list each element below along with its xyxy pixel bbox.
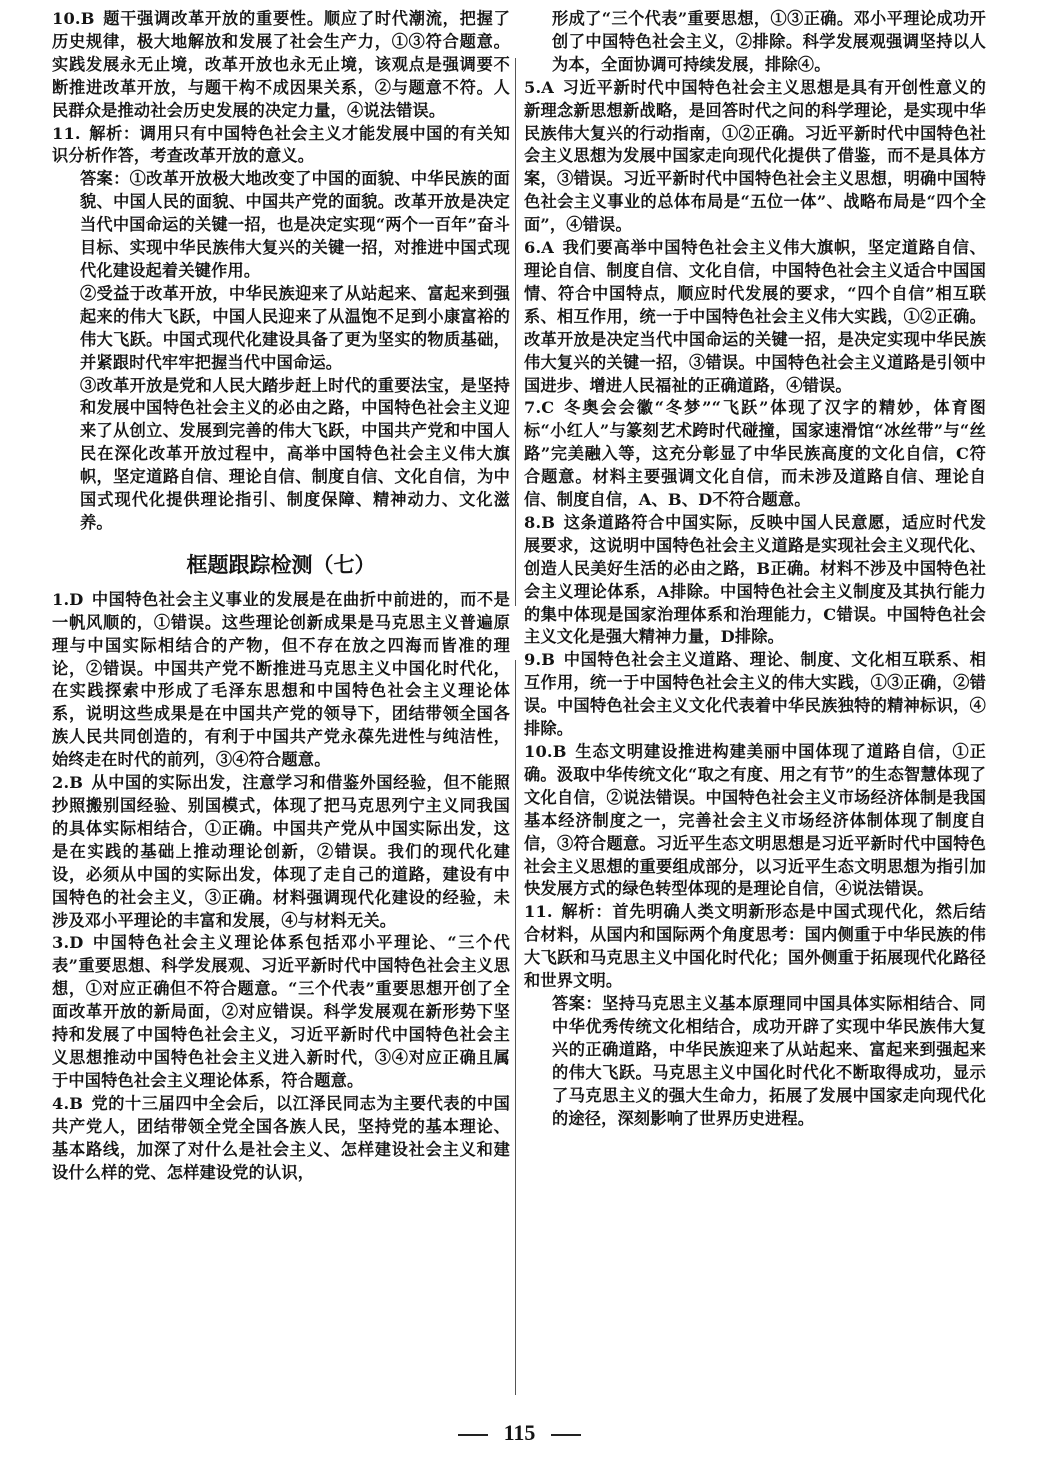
entry-number: 9.B: [524, 650, 556, 670]
answer-entry-10: [52, 8, 510, 123]
entry-text: 形成了“三个代表”重要思想，①③正确。邓小平理论成功开创了中国特色社会主义，②排除。科学发展观强调坚持以人为本，全面协调可持续发展，排除④。: [552, 9, 986, 74]
entry-text: 题干强调改革开放的重要性。顺应了时代潮流，把握了历史规律，极大地解放和发展了社会生产力，①③符合题意。实践发展永无止境，改革开放也永无止境，该观点是强调要不断推进改革开放，与题干构不成因果关系，②与题意不符。人民群众是推动社会历史发展的决定力量，④说法错误。: [52, 9, 510, 120]
entry-text: 中国特色社会主义道路、理论、制度、文化相互联系、相互作用，统一于中国特色社会主义的伟大实践，①③正确，②错误。中国特色社会主义文化代表着中华民族独特的精神标识，④排除。: [524, 650, 986, 739]
entry-number: 11.: [52, 123, 81, 143]
entry-answer-point-2: ②受益于改革开放，中华民族迎来了从站起来、富起来到强起来的伟大飞跃，中国人民迎来了从温饱不足到小康富裕的伟大飞跃。中国式现代化建设具备了更为坚实的物质基础，并紧跟时代牢牢把握当代中国命运。: [80, 283, 510, 372]
answer-entry-2: [52, 772, 510, 932]
page-number: 115: [503, 1420, 536, 1445]
entry-number: 4.B: [52, 1093, 84, 1113]
entry-answer-point-3: ③改革开放是党和人民大踏步赶上时代的重要法宝，是坚持和发展中国特色社会主义的必由之路，中国特色社会主义迎来了从创立、发展到完善的伟大飞跃，中国共产党和中国人民在深化改革开放过程中，高举中国特色社会主义伟大旗帜，坚定道路自信、理论自信、制度自信、文化自信，为中国式现代化提供理论指引、制度保障、精神动力、文化滋养。: [80, 375, 510, 532]
column-divider-top: [515, 58, 516, 606]
answer-entry-7: [524, 397, 986, 512]
entry-text: 中国特色社会主义事业的发展是在曲折中前进的，而不是一帆风顺的，①错误。这些理论创新成果是马克思主义普遍原理与中国实际相结合的产物，但不存在放之四海而皆准的理论，②错误。中国共产党不断推进马克思主义中国化时代化，在实践探索中形成了毛泽东思想和中国特色社会主义理论体系，说明这些成果是在中国共产党的领导下，团结带领全国各族人民共同创造的，有利于中国共产党永葆先进性与纯洁性，始终走在时代的前列，③④符合题意。: [52, 589, 510, 770]
entry-text: 党的十三届四中全会后，以江泽民同志为主要代表的中国共产党人，团结带领全党全国各族人民，坚持党的基本理论、基本路线，加深了对什么是社会主义、怎样建设社会主义和建设什么样的党、怎样建设党的认识，: [52, 1093, 510, 1182]
answer-entry-8: [524, 512, 986, 649]
entry-text: 冬奥会会徽“冬梦”“飞跃”体现了汉字的精妙，体育图标“小红人”与篆刻艺术跨时代碰撞，国家速滑馆“冰丝带”与“丝路”完美融入等，这充分彰显了中华民族高度的文化自信，C符合题意。材料主要强调文化自信，而未涉及道路自信、理论自信、制度自信，A、B、D不符合题意。: [524, 398, 986, 510]
page-footer: [0, 1420, 1039, 1446]
column-divider-bottom: [515, 660, 516, 1395]
footer-dash-left: [458, 1434, 488, 1436]
answer-entry-6: [524, 237, 986, 397]
answer-entry-9: [524, 649, 986, 741]
left-column: [52, 8, 510, 1184]
answer-entry-10-right: [524, 741, 986, 901]
answer-entry-4: [52, 1093, 510, 1185]
entry-text: 从中国的实际出发，注意学习和借鉴外国经验，但不能照抄照搬别国经验、别国模式，体现了把马克思列宁主义同我国的具体实际相结合，①正确。中国共产党从中国实际出发，这是在实践的基础上推动理论创新，②错误。我们的现代化建设，必须从中国的实际出发，体现了走自己的道路，建设有中国特色的社会主义，③正确。材料强调现代化建设的经验，未涉及邓小平理论的丰富和发展，④与材料无关。: [52, 773, 510, 930]
entry-text: 我们要高举中国特色社会主义伟大旗帜，坚定道路自信、理论自信、制度自信、文化自信，中国特色社会主义适合中国国情、符合中国特点，顺应时代发展的要求，“四个自信”相互联系、相互作用，统一于中国特色社会主义伟大实践，①②正确。改革开放是决定当代中国命运的关键一招，是决定实现中华民族伟大复兴的关键一招，③错误。中国特色社会主义道路是引领中国进步、增进人民福祉的正确道路，④错误。: [524, 238, 986, 395]
answer-entry-11-right: [524, 901, 986, 1130]
entry-number: 7.C: [524, 398, 555, 418]
entry-number: 11.: [524, 902, 553, 922]
entry-number: 6.A: [524, 238, 555, 258]
entry-text: 中国特色社会主义理论体系包括邓小平理论、“三个代表”重要思想、科学发展观、习近平新时代中国特色社会主义思想，①对应正确但不符合题意。“三个代表”重要思想开创了全面改革开放的新局面，②对应错误。科学发展观在新形势下坚持和发展了中国特色社会主义，习近平新时代中国特色社会主义思想推动中国特色社会主义进入新时代，③④对应正确且属于中国特色社会主义理论体系，符合题意。: [52, 933, 510, 1090]
entry-number: 2.B: [52, 773, 84, 793]
entry-number: 10.B: [524, 742, 567, 761]
entry-number: 3.D: [52, 933, 84, 953]
entry-number: 1.D: [52, 589, 84, 609]
right-column: [524, 8, 986, 1130]
answer-entry-5: [524, 77, 986, 237]
entry-answer: 答案：坚持马克思主义基本原理同中国具体实际相结合、同中华优秀传统文化相结合，成功开辟了实现中华民族伟大复兴的正确道路，中华民族迎来了从站起来、富起来到强起来的伟大飞跃。马克思主义中国化时代化不断取得成功，显示了马克思主义的强大生命力，拓展了发展中国家走向现代化的途径，深刻影响了世界历史进程。: [552, 993, 986, 1128]
entry-number: 8.B: [524, 512, 556, 532]
entry-text: 生态文明建设推进构建美丽中国体现了道路自信，①正确。汲取中华传统文化“取之有度、用之有节”的生态智慧体现了文化自信，②说法错误。中国特色社会主义市场经济体制是我国基本经济制度之一，完善社会主义市场经济体制体现了制度自信，③符合题意。习近平生态文明思想是习近平新时代中国特色社会主义思想的重要组成部分，以习近平生态文明思想为指引加快发展方式的绿色转型体现的是理论自信，④说法错误。: [524, 742, 986, 899]
footer-dash-right: [551, 1434, 581, 1436]
entry-text: 这条道路符合中国实际，反映中国人民意愿，适应时代发展要求，这说明中国特色社会主义道路是实现社会主义现代化、创造人民美好生活的必由之路，B正确。材料不涉及中国特色社会主义理论体系，A排除。中国特色社会主义制度及其执行能力的集中体现是国家治理体系和治理能力，C错误。中国特色社会主义文化是强大精神力量，D排除。: [524, 512, 986, 647]
entry-analysis: 解析：首先明确人类文明新形态是中国式现代化，然后结合材料，从国内和国际两个角度思考：国内侧重于中华民族的伟大飞跃和马克思主义中国化时代化；国外侧重于拓展现代化路径和世界文明。: [524, 902, 986, 991]
answer-entry-1: [52, 589, 510, 772]
entry-text: 习近平新时代中国特色社会主义思想是具有开创性意义的新理念新思想新战略，是回答时代之问的科学理论，是实现中华民族伟大复兴的行动指南，①②正确。习近平新时代中国特色社会主义思想为发展中国家走向现代化提供了借鉴，而不是具体方案，③错误。习近平新时代中国特色社会主义思想，明确中国特色社会主义事业的总体布局是“五位一体”、战略布局是“四个全面”，④错误。: [524, 77, 986, 235]
entry-analysis: 解析：调用只有中国特色社会主义才能发展中国的有关知识分析作答，考查改革开放的意义。: [52, 123, 510, 166]
answer-entry-4-continued: [524, 8, 986, 77]
section-title: 框题跟踪检测（七）: [186, 552, 376, 577]
entry-answer: 答案：①改革开放极大地改变了中国的面貌、中华民族的面貌、中国人民的面貌、中国共产党的面貌。改革开放是决定当代中国命运的关键一招，也是决定实现“两个一百年”奋斗目标、实现中华民族伟大复兴的关键一招，对推进中国式现代化建设起着关键作用。: [80, 169, 510, 280]
entry-number: 10.B: [52, 9, 95, 28]
answer-entry-3: [52, 932, 510, 1092]
answer-entry-11: [52, 123, 510, 535]
entry-number: 5.A: [524, 77, 555, 97]
